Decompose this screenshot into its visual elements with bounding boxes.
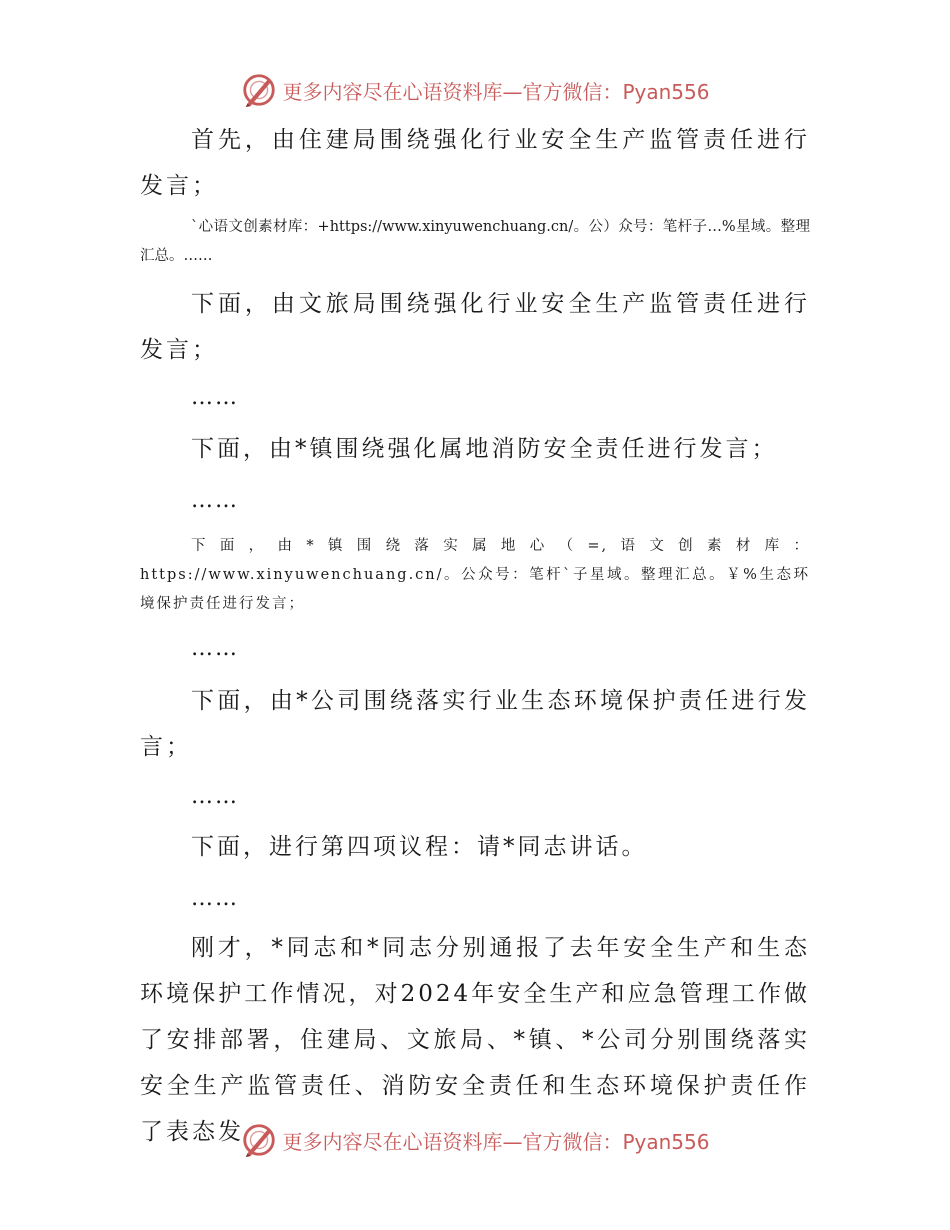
ellipsis-3: ……	[191, 636, 239, 661]
ellipsis-1: ……	[191, 385, 239, 410]
footer-banner	[0, 1118, 950, 1162]
paragraph-7: 下面，进行第四项议程：请*同志讲话。	[191, 834, 648, 860]
ellipsis-5: ……	[191, 886, 239, 911]
ellipsis-4: ……	[191, 784, 239, 809]
ellipsis-2: ……	[191, 488, 239, 513]
footer-banner-text: 更多内容尽在心语资料库—官方微信：Pyan556	[282, 1129, 710, 1154]
paragraph-6: 下面，由*公司围绕落实行业生态环境保护责任进行发言；	[140, 688, 810, 760]
paragraph-5: 下面，由*镇围绕落实属地心（=,语文创素材库：https://www.xinyuwenchuang.cn/。公众号：笔杆`子星域。整理汇总。￥%生态环境保护责任进行发言；	[140, 538, 810, 612]
pen-logo-icon	[240, 71, 278, 109]
header-banner	[0, 68, 950, 112]
paragraph-4: 下面，由*镇围绕强化属地消防安全责任进行发言；	[191, 436, 778, 462]
pen-logo-icon	[240, 1121, 278, 1159]
paragraph-8: 刚才，*同志和*同志分别通报了去年安全生产和生态环境保护工作情况，对2024年安全生产和应急管理工作做了安排部署，住建局、文旅局、*镇、*公司分别围绕落实安全生产监管责任、消防安全责任和生态环境保护责任作了表态发	[140, 935, 810, 1145]
paragraph-3: 下面，由文旅局围绕强化行业安全生产监管责任进行发言；	[140, 291, 810, 363]
header-banner-text: 更多内容尽在心语资料库—官方微信：Pyan556	[282, 79, 710, 104]
paragraph-2: `心语文创素材库：+https://www.xinyuwenchuang.cn/。公）众号：笔杆子…%星域。整理汇总。……	[140, 219, 810, 264]
paragraph-1: 首先，由住建局围绕强化行业安全生产监管责任进行发言；	[140, 127, 810, 199]
